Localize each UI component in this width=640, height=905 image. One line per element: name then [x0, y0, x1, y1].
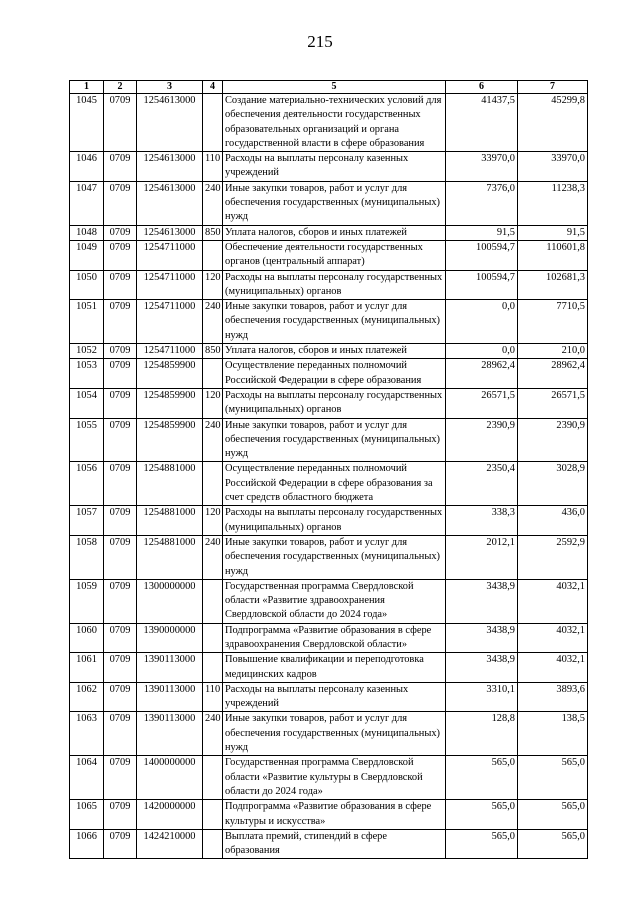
expense-type-code: 240: [203, 535, 223, 579]
row-name: Иные закупки товаров, работ и услуг для обеспечения государственных (муниципальных) нужд: [223, 535, 446, 579]
row-number: 1052: [70, 344, 104, 359]
target-article-code: 1254859900: [137, 359, 203, 389]
amount-col7: 91,5: [518, 225, 588, 240]
table-row: [70, 94, 588, 152]
target-article-code: 1254613000: [137, 94, 203, 152]
expense-type-code: [203, 579, 223, 623]
amount-col6: 565,0: [446, 756, 518, 800]
amount-col6: 565,0: [446, 800, 518, 830]
section-code: 0709: [104, 181, 137, 225]
row-number: 1055: [70, 418, 104, 462]
table-row: [70, 225, 588, 240]
row-name: Подпрограмма «Развитие образования в сфере здравоохранения Свердловской области»: [223, 623, 446, 653]
target-article-code: 1254613000: [137, 152, 203, 182]
amount-col7: 4032,1: [518, 579, 588, 623]
section-code: 0709: [104, 418, 137, 462]
expense-type-code: [203, 653, 223, 683]
table-row: [70, 682, 588, 712]
row-name: Расходы на выплаты персоналу казенных учреждений: [223, 152, 446, 182]
row-number: 1059: [70, 579, 104, 623]
amount-col7: 565,0: [518, 829, 588, 859]
col-header-2: 2: [104, 81, 137, 94]
row-number: 1065: [70, 800, 104, 830]
amount-col7: 4032,1: [518, 623, 588, 653]
amount-col7: 2390,9: [518, 418, 588, 462]
col-header-4: 4: [203, 81, 223, 94]
target-article-code: 1254711000: [137, 344, 203, 359]
section-code: 0709: [104, 359, 137, 389]
row-name: Расходы на выплаты персоналу казенных учреждений: [223, 682, 446, 712]
section-code: 0709: [104, 712, 137, 756]
expense-type-code: [203, 462, 223, 506]
row-number: 1046: [70, 152, 104, 182]
section-code: 0709: [104, 506, 137, 536]
amount-col7: 110601,8: [518, 240, 588, 270]
amount-col7: 7710,5: [518, 300, 588, 344]
target-article-code: 1254711000: [137, 240, 203, 270]
col-header-1: 1: [70, 81, 104, 94]
table-row: [70, 418, 588, 462]
section-code: 0709: [104, 653, 137, 683]
target-article-code: 1400000000: [137, 756, 203, 800]
table-row: [70, 756, 588, 800]
target-article-code: 1390113000: [137, 712, 203, 756]
expense-type-code: 240: [203, 300, 223, 344]
amount-col6: 2390,9: [446, 418, 518, 462]
table-row: [70, 240, 588, 270]
row-number: 1060: [70, 623, 104, 653]
amount-col6: 91,5: [446, 225, 518, 240]
amount-col7: 436,0: [518, 506, 588, 536]
row-name: Подпрограмма «Развитие образования в сфере культуры и искусства»: [223, 800, 446, 830]
expense-type-code: 110: [203, 682, 223, 712]
target-article-code: 1254881000: [137, 462, 203, 506]
expense-type-code: [203, 359, 223, 389]
amount-col7: 11238,3: [518, 181, 588, 225]
table-row: [70, 653, 588, 683]
amount-col7: 28962,4: [518, 359, 588, 389]
amount-col6: 0,0: [446, 300, 518, 344]
amount-col6: 2350,4: [446, 462, 518, 506]
amount-col6: 100594,7: [446, 270, 518, 300]
amount-col7: 2592,9: [518, 535, 588, 579]
table-row: [70, 181, 588, 225]
amount-col6: 3438,9: [446, 623, 518, 653]
expense-type-code: [203, 623, 223, 653]
target-article-code: 1390000000: [137, 623, 203, 653]
row-name: Осуществление переданных полномочий Российской Федерации в сфере образования за счет средств областного бюджета: [223, 462, 446, 506]
row-number: 1063: [70, 712, 104, 756]
row-number: 1047: [70, 181, 104, 225]
expense-type-code: 120: [203, 270, 223, 300]
table-row: [70, 300, 588, 344]
target-article-code: 1300000000: [137, 579, 203, 623]
target-article-code: 1254613000: [137, 225, 203, 240]
target-article-code: 1254859900: [137, 418, 203, 462]
row-name: Расходы на выплаты персоналу государственных (муниципальных) органов: [223, 270, 446, 300]
expense-type-code: 110: [203, 152, 223, 182]
col-header-3: 3: [137, 81, 203, 94]
table-row: [70, 388, 588, 418]
amount-col7: 565,0: [518, 756, 588, 800]
row-name: Иные закупки товаров, работ и услуг для обеспечения государственных (муниципальных) нужд: [223, 300, 446, 344]
section-code: 0709: [104, 240, 137, 270]
section-code: 0709: [104, 300, 137, 344]
amount-col6: 338,3: [446, 506, 518, 536]
section-code: 0709: [104, 94, 137, 152]
section-code: 0709: [104, 623, 137, 653]
section-code: 0709: [104, 344, 137, 359]
row-name: Осуществление переданных полномочий Российской Федерации в сфере образования: [223, 359, 446, 389]
target-article-code: 1390113000: [137, 682, 203, 712]
target-article-code: 1254881000: [137, 506, 203, 536]
section-code: 0709: [104, 535, 137, 579]
amount-col7: 210,0: [518, 344, 588, 359]
amount-col7: 565,0: [518, 800, 588, 830]
row-number: 1054: [70, 388, 104, 418]
table-row: [70, 535, 588, 579]
target-article-code: 1390113000: [137, 653, 203, 683]
row-name: Государственная программа Свердловской области «Развитие здравоохранения Свердловской области до 2024 года»: [223, 579, 446, 623]
table-row: [70, 712, 588, 756]
row-name: Создание материально-технических условий для обеспечения деятельности государственных образовательных организаций и органа государственной власти в сфере образования: [223, 94, 446, 152]
amount-col6: 3438,9: [446, 579, 518, 623]
row-number: 1056: [70, 462, 104, 506]
row-name: Уплата налогов, сборов и иных платежей: [223, 344, 446, 359]
amount-col7: 102681,3: [518, 270, 588, 300]
amount-col6: 3310,1: [446, 682, 518, 712]
page-number: 215: [307, 32, 333, 51]
expense-type-code: 240: [203, 712, 223, 756]
row-name: Иные закупки товаров, работ и услуг для обеспечения государственных (муниципальных) нужд: [223, 712, 446, 756]
table-row: [70, 623, 588, 653]
expense-type-code: [203, 829, 223, 859]
section-code: 0709: [104, 756, 137, 800]
expense-type-code: 850: [203, 225, 223, 240]
amount-col6: 41437,5: [446, 94, 518, 152]
target-article-code: 1254711000: [137, 270, 203, 300]
row-name: Уплата налогов, сборов и иных платежей: [223, 225, 446, 240]
section-code: 0709: [104, 225, 137, 240]
row-number: 1057: [70, 506, 104, 536]
amount-col6: 7376,0: [446, 181, 518, 225]
row-name: Иные закупки товаров, работ и услуг для обеспечения государственных (муниципальных) нужд: [223, 181, 446, 225]
table-row: [70, 462, 588, 506]
row-name: Обеспечение деятельности государственных органов (центральный аппарат): [223, 240, 446, 270]
amount-col7: 26571,5: [518, 388, 588, 418]
expense-type-code: 120: [203, 388, 223, 418]
target-article-code: 1254859900: [137, 388, 203, 418]
target-article-code: 1254711000: [137, 300, 203, 344]
target-article-code: 1424210000: [137, 829, 203, 859]
section-code: 0709: [104, 800, 137, 830]
amount-col6: 3438,9: [446, 653, 518, 683]
amount-col6: 26571,5: [446, 388, 518, 418]
target-article-code: 1254613000: [137, 181, 203, 225]
col-header-7: 7: [518, 81, 588, 94]
target-article-code: 1254881000: [137, 535, 203, 579]
row-number: 1048: [70, 225, 104, 240]
expense-type-code: 240: [203, 181, 223, 225]
table-header-row: [70, 81, 588, 94]
row-name: Государственная программа Свердловской области «Развитие культуры в Свердловской области до 2024 года»: [223, 756, 446, 800]
amount-col6: 565,0: [446, 829, 518, 859]
row-number: 1066: [70, 829, 104, 859]
col-header-5: 5: [223, 81, 446, 94]
row-name: Расходы на выплаты персоналу государственных (муниципальных) органов: [223, 388, 446, 418]
amount-col7: 3893,6: [518, 682, 588, 712]
amount-col7: 138,5: [518, 712, 588, 756]
section-code: 0709: [104, 462, 137, 506]
expense-type-code: 120: [203, 506, 223, 536]
table-row: [70, 344, 588, 359]
row-number: 1061: [70, 653, 104, 683]
table-row: [70, 359, 588, 389]
amount-col6: 100594,7: [446, 240, 518, 270]
expense-type-code: [203, 756, 223, 800]
section-code: 0709: [104, 829, 137, 859]
amount-col6: 28962,4: [446, 359, 518, 389]
amount-col6: 128,8: [446, 712, 518, 756]
section-code: 0709: [104, 388, 137, 418]
budget-table: [69, 80, 588, 859]
table-row: [70, 270, 588, 300]
amount-col6: 2012,1: [446, 535, 518, 579]
row-number: 1045: [70, 94, 104, 152]
row-number: 1049: [70, 240, 104, 270]
amount-col7: 45299,8: [518, 94, 588, 152]
expense-type-code: 850: [203, 344, 223, 359]
section-code: 0709: [104, 682, 137, 712]
row-number: 1050: [70, 270, 104, 300]
table-row: [70, 152, 588, 182]
row-number: 1058: [70, 535, 104, 579]
row-number: 1051: [70, 300, 104, 344]
amount-col6: 33970,0: [446, 152, 518, 182]
col-header-6: 6: [446, 81, 518, 94]
row-number: 1053: [70, 359, 104, 389]
table-row: [70, 579, 588, 623]
amount-col6: 0,0: [446, 344, 518, 359]
row-number: 1064: [70, 756, 104, 800]
row-name: Иные закупки товаров, работ и услуг для обеспечения государственных (муниципальных) нужд: [223, 418, 446, 462]
expense-type-code: [203, 240, 223, 270]
row-name: Расходы на выплаты персоналу государственных (муниципальных) органов: [223, 506, 446, 536]
amount-col7: 3028,9: [518, 462, 588, 506]
expense-type-code: [203, 94, 223, 152]
row-name: Выплата премий, стипендий в сфере образования: [223, 829, 446, 859]
amount-col7: 33970,0: [518, 152, 588, 182]
amount-col7: 4032,1: [518, 653, 588, 683]
expense-type-code: 240: [203, 418, 223, 462]
section-code: 0709: [104, 579, 137, 623]
expense-type-code: [203, 800, 223, 830]
table-row: [70, 829, 588, 859]
row-name: Повышение квалификации и переподготовка медицинских кадров: [223, 653, 446, 683]
section-code: 0709: [104, 270, 137, 300]
section-code: 0709: [104, 152, 137, 182]
table-row: [70, 800, 588, 830]
target-article-code: 1420000000: [137, 800, 203, 830]
table-row: [70, 506, 588, 536]
row-number: 1062: [70, 682, 104, 712]
